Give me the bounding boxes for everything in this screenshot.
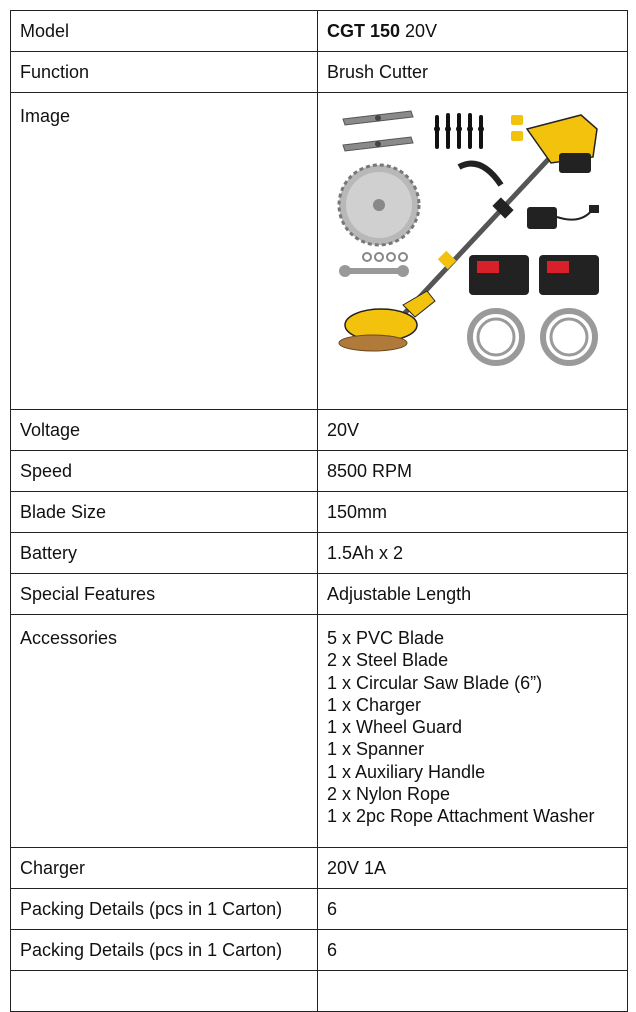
accessory-item: 1 x 2pc Rope Attachment Washer [327, 806, 595, 827]
label-model: Model [11, 11, 318, 52]
row-charger [11, 848, 628, 889]
label-accessories: Accessories [11, 615, 318, 848]
rope-washer-icon [511, 115, 523, 141]
accessory-item: 1 x Spanner [327, 739, 425, 760]
row-packing-details [11, 889, 628, 930]
label-special-features: Special Features [11, 574, 318, 615]
value-function: Brush Cutter [318, 52, 628, 93]
value-special-features: Adjustable Length [318, 574, 628, 615]
value-image [318, 93, 628, 410]
value-voltage: 20V [318, 410, 628, 451]
label-blade-size: Blade Size [11, 492, 318, 533]
accessory-item: 2 x Steel Blade [327, 650, 449, 671]
row-image [11, 93, 628, 410]
charger-icon [527, 205, 599, 229]
value-blade-size: 150mm [318, 492, 628, 533]
row-packing-details [11, 930, 628, 971]
row-special-features [11, 574, 628, 615]
row-model [11, 11, 628, 52]
value-battery: 1.5Ah x 2 [318, 533, 628, 574]
row-battery [11, 533, 628, 574]
label-battery: Battery [11, 533, 318, 574]
accessory-item: 5 x PVC Blade [327, 628, 445, 648]
row-voltage [11, 410, 628, 451]
value-charger: 20V 1A [318, 848, 628, 889]
spanner-icon [339, 253, 409, 277]
accessory-item: 2 x Nylon Rope [327, 784, 451, 805]
label-packing-details: Packing Details (pcs in 1 Carton) [11, 889, 318, 930]
accessory-item: 1 x Auxiliary Handle [327, 761, 486, 782]
label-image: Image [11, 93, 318, 410]
circular-saw-blade-icon [339, 165, 419, 245]
row-accessories [11, 615, 628, 848]
spec-table [10, 10, 628, 1012]
value-accessories [318, 615, 628, 848]
row-speed [11, 451, 628, 492]
value-speed: 8500 RPM [318, 451, 628, 492]
value-model [318, 11, 628, 52]
model-voltage: 20V [400, 21, 438, 41]
label-empty [11, 971, 318, 1012]
accessory-item: 1 x Circular Saw Blade (6”) [327, 672, 543, 693]
steel-blade-icon [343, 111, 413, 151]
label-voltage: Voltage [11, 410, 318, 451]
label-charger: Charger [11, 848, 318, 889]
accessory-item: 1 x Charger [327, 694, 422, 715]
accessory-item: 1 x Wheel Guard [327, 717, 463, 738]
value-packing-details: 6 [318, 889, 628, 930]
row-empty [11, 971, 628, 1012]
row-blade-size [11, 492, 628, 533]
model-number: CGT 150 [327, 21, 401, 41]
label-speed: Speed [11, 451, 318, 492]
nylon-rope-icon [470, 311, 595, 363]
brush-cutter-kit-photo [331, 105, 611, 373]
pvc-blade-icon [434, 113, 484, 149]
value-empty [318, 971, 628, 1012]
value-packing-details: 6 [318, 930, 628, 971]
row-function [11, 52, 628, 93]
label-packing-details: Packing Details (pcs in 1 Carton) [11, 930, 318, 971]
battery-icon [469, 255, 599, 295]
label-function: Function [11, 52, 318, 93]
